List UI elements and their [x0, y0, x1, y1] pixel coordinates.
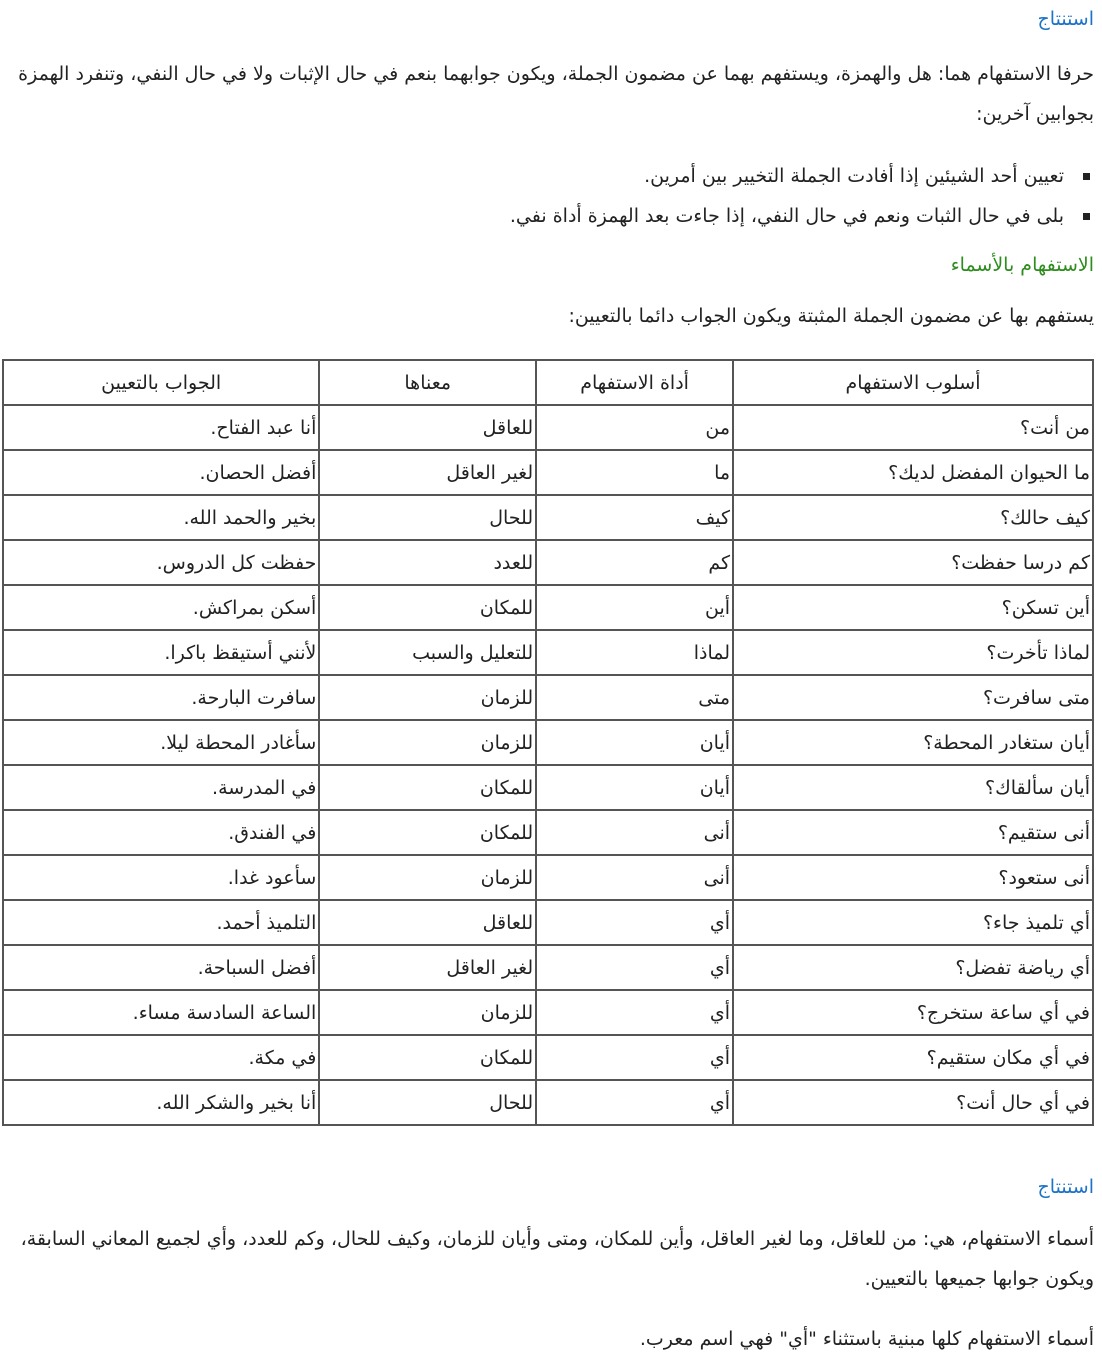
table-row	[3, 1080, 1093, 1125]
cell-style: متى سافرت؟	[733, 675, 1093, 720]
cell-meaning: للمكان	[319, 1035, 536, 1080]
table-row	[3, 855, 1093, 900]
list-item	[8, 156, 1094, 196]
table-row	[3, 990, 1093, 1035]
cell-style: أي تلميذ جاء؟	[733, 900, 1093, 945]
cell-style: من أنت؟	[733, 405, 1093, 450]
cell-answer: أنا بخير والشكر الله.	[3, 1080, 319, 1125]
cell-meaning: للزمان	[319, 855, 536, 900]
cell-style: في أي حال أنت؟	[733, 1080, 1093, 1125]
cell-answer: أسكن بمراكش.	[3, 585, 319, 630]
cell-answer: في مكة.	[3, 1035, 319, 1080]
conclusion-bullet-list	[8, 156, 1094, 236]
cell-meaning: للحال	[319, 495, 536, 540]
summary-heading[interactable]: استنتاج	[1037, 1176, 1094, 1198]
cell-answer: التلميذ أحمد.	[3, 900, 319, 945]
cell-tool: أنى	[536, 810, 733, 855]
square-bullet-icon	[1083, 173, 1090, 180]
table-row	[3, 765, 1093, 810]
cell-style: أيان سألقاك؟	[733, 765, 1093, 810]
table-row	[3, 585, 1093, 630]
table-row	[3, 495, 1093, 540]
cell-meaning: للمكان	[319, 585, 536, 630]
list-item-text: تعيين أحد الشيئين إذا أفادت الجملة التخيير بين أمرين.	[644, 165, 1064, 187]
cell-tool: أيان	[536, 720, 733, 765]
cell-tool: ما	[536, 450, 733, 495]
table-row	[3, 720, 1093, 765]
cell-style: أنى ستعود؟	[733, 855, 1093, 900]
cell-style: في أي ساعة ستخرج؟	[733, 990, 1093, 1035]
cell-meaning: للزمان	[319, 990, 536, 1035]
cell-tool: أيان	[536, 765, 733, 810]
cell-style: أي رياضة تفضل؟	[733, 945, 1093, 990]
cell-answer: سافرت البارحة.	[3, 675, 319, 720]
cell-answer: سأعود غدا.	[3, 855, 319, 900]
cell-meaning: للتعليل والسبب	[319, 630, 536, 675]
cell-answer: أفضل الحصان.	[3, 450, 319, 495]
cell-meaning: للعاقل	[319, 900, 536, 945]
cell-tool: أي	[536, 900, 733, 945]
cell-style: لماذا تأخرت؟	[733, 630, 1093, 675]
table-row	[3, 630, 1093, 675]
conclusion-paragraph: حرفا الاستفهام هما: هل والهمزة، ويستفهم بهما عن مضمون الجملة، ويكون جوابهما بنعم في حال الإثبات ولا في حال النفي، وتنفرد الهمزة بجوابين آخرين:	[18, 63, 1094, 125]
square-bullet-icon	[1083, 213, 1090, 220]
table-row	[3, 1035, 1093, 1080]
header-tool: أداة الاستفهام	[536, 360, 733, 405]
summary-paragraph: أسماء الاستفهام، هي: من للعاقل، وما لغير العاقل، وأين للمكان، ومتى وأيان للزمان، وكيف للحال، وكم للعدد، وأي لجميع المعاني السابقة، ويكون جوابها جميعها بالتعيين.	[20, 1228, 1094, 1290]
table-row	[3, 450, 1093, 495]
cell-meaning: للمكان	[319, 810, 536, 855]
cell-tool: من	[536, 405, 733, 450]
cell-meaning: للعدد	[319, 540, 536, 585]
cell-tool: متى	[536, 675, 733, 720]
cell-meaning: للزمان	[319, 675, 536, 720]
interrogation-table	[2, 359, 1094, 1126]
list-item	[8, 196, 1094, 236]
conclusion-heading[interactable]: استنتاج	[1037, 8, 1094, 30]
summary-note: أسماء الاستفهام كلها مبنية باستثناء "أي" فهي اسم معرب.	[639, 1328, 1094, 1350]
cell-tool: أي	[536, 1035, 733, 1080]
cell-answer: سأغادر المحطة ليلا.	[3, 720, 319, 765]
cell-answer: في المدرسة.	[3, 765, 319, 810]
cell-tool: أنى	[536, 855, 733, 900]
cell-style: كيف حالك؟	[733, 495, 1093, 540]
nouns-intro-paragraph: يستفهم بها عن مضمون الجملة المثبتة ويكون الجواب دائما بالتعيين:	[568, 305, 1094, 327]
cell-meaning: للحال	[319, 1080, 536, 1125]
cell-meaning: للمكان	[319, 765, 536, 810]
table-row	[3, 405, 1093, 450]
table-header-row	[3, 360, 1093, 405]
cell-meaning: لغير العاقل	[319, 945, 536, 990]
cell-tool: كيف	[536, 495, 733, 540]
cell-answer: في الفندق.	[3, 810, 319, 855]
cell-style: كم درسا حفظت؟	[733, 540, 1093, 585]
table-row	[3, 540, 1093, 585]
cell-answer: بخير والحمد الله.	[3, 495, 319, 540]
cell-tool: أين	[536, 585, 733, 630]
cell-tool: أي	[536, 990, 733, 1035]
table-row	[3, 945, 1093, 990]
cell-tool: كم	[536, 540, 733, 585]
header-style: أسلوب الاستفهام	[733, 360, 1093, 405]
nouns-interrogation-heading: الاستفهام بالأسماء	[950, 254, 1094, 276]
cell-answer: حفظت كل الدروس.	[3, 540, 319, 585]
cell-style: ما الحيوان المفضل لديك؟	[733, 450, 1093, 495]
table-row	[3, 810, 1093, 855]
cell-tool: أي	[536, 1080, 733, 1125]
header-meaning: معناها	[319, 360, 536, 405]
cell-style: أنى ستقيم؟	[733, 810, 1093, 855]
cell-tool: لماذا	[536, 630, 733, 675]
cell-meaning: للزمان	[319, 720, 536, 765]
cell-style: أين تسكن؟	[733, 585, 1093, 630]
cell-style: في أي مكان ستقيم؟	[733, 1035, 1093, 1080]
cell-meaning: لغير العاقل	[319, 450, 536, 495]
cell-answer: أنا عبد الفتاح.	[3, 405, 319, 450]
cell-style: أيان ستغادر المحطة؟	[733, 720, 1093, 765]
cell-tool: أي	[536, 945, 733, 990]
table-row	[3, 675, 1093, 720]
list-item-text: بلى في حال الثبات ونعم في حال النفي، إذا جاءت بعد الهمزة أداة نفي.	[509, 205, 1064, 227]
cell-answer: لأنني أستيقظ باكرا.	[3, 630, 319, 675]
table-row	[3, 900, 1093, 945]
cell-answer: الساعة السادسة مساء.	[3, 990, 319, 1035]
cell-answer: أفضل السباحة.	[3, 945, 319, 990]
header-answer: الجواب بالتعيين	[3, 360, 319, 405]
cell-meaning: للعاقل	[319, 405, 536, 450]
